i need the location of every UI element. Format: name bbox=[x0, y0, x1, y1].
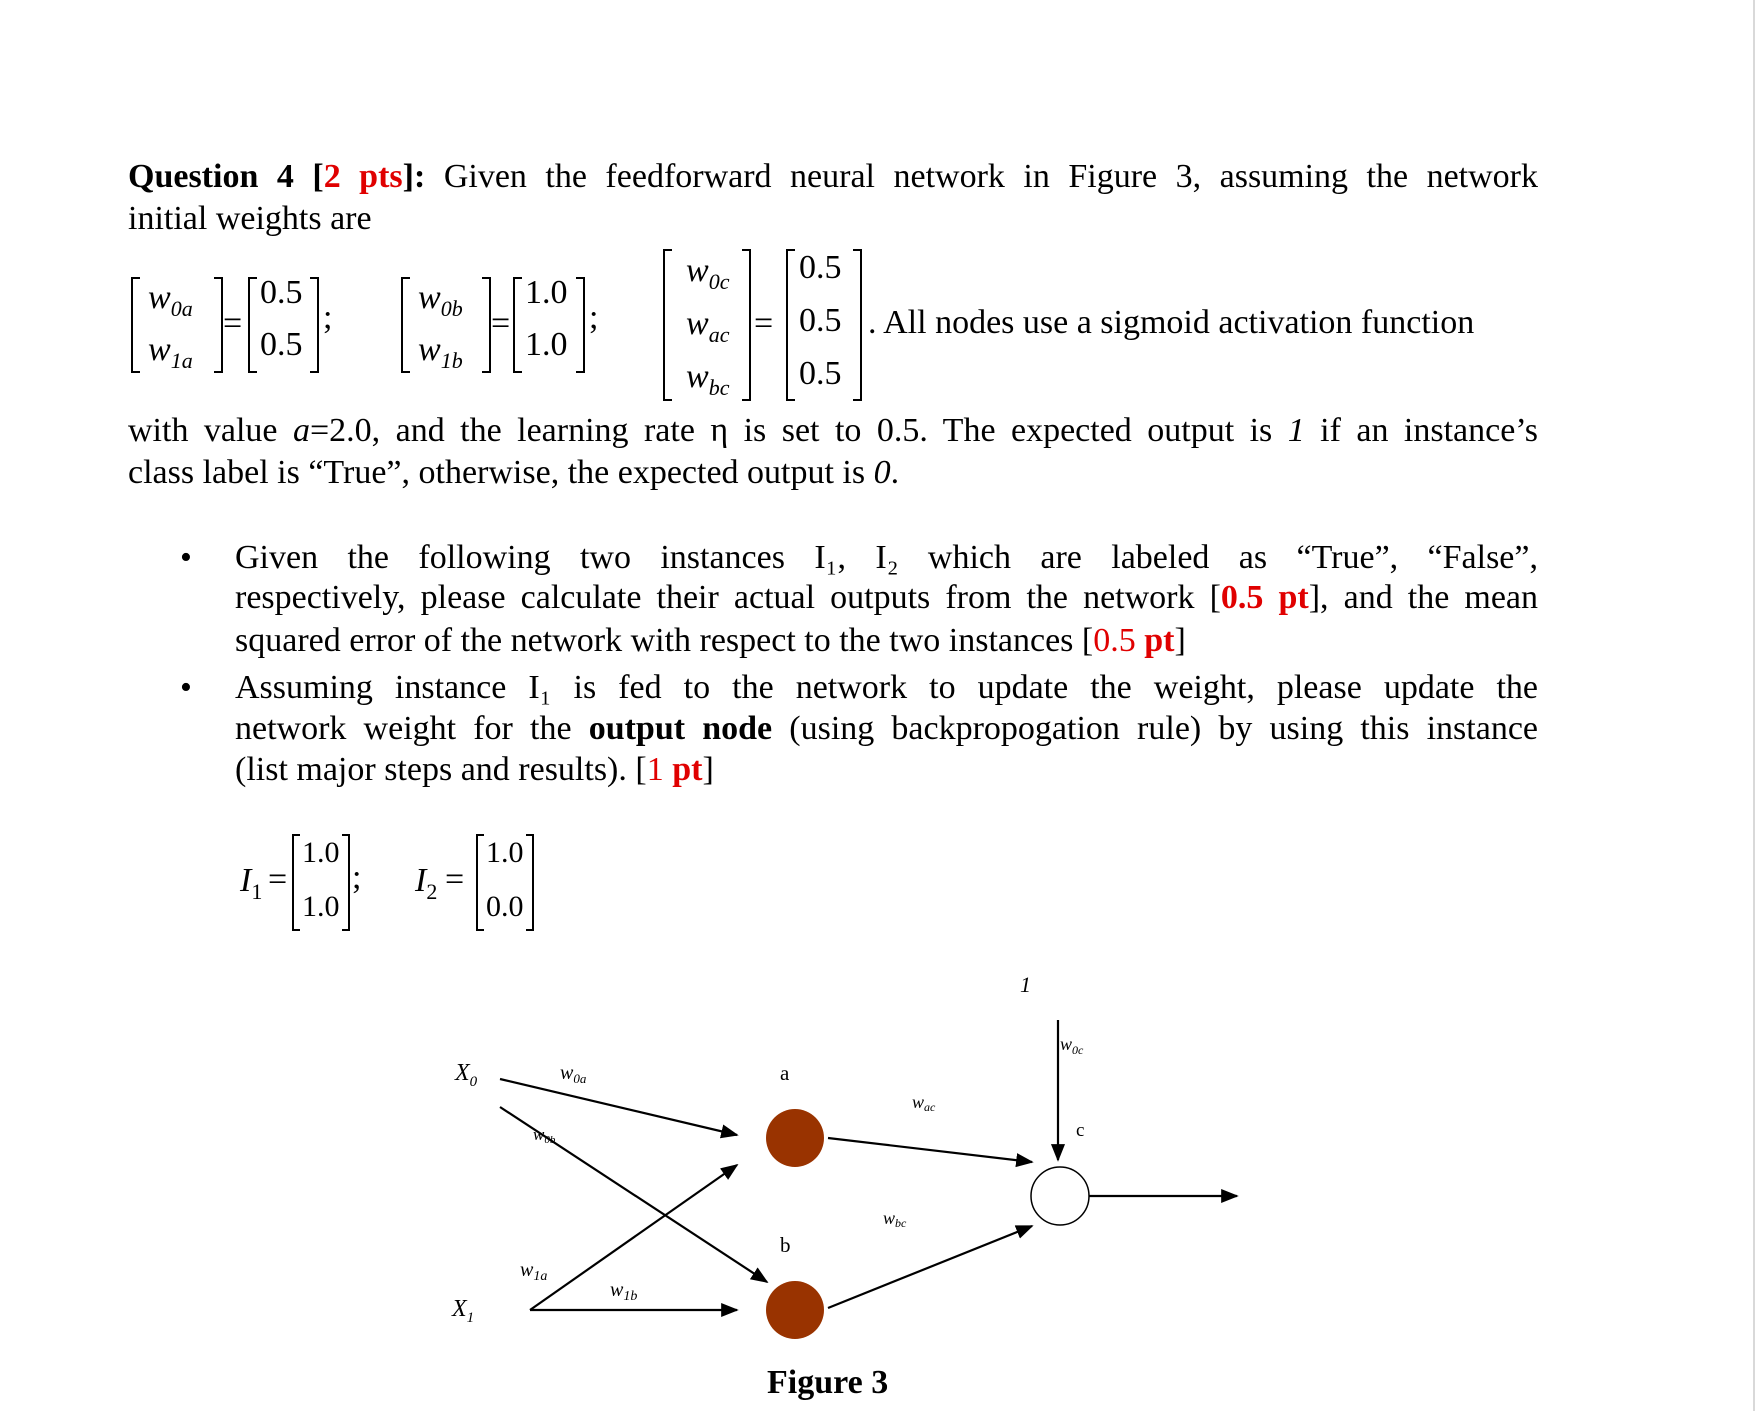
bracket bbox=[214, 278, 222, 372]
bracket bbox=[477, 835, 484, 930]
bracket bbox=[293, 835, 300, 930]
label-w0b: w0b bbox=[533, 1125, 556, 1146]
question-intro-line1: Question 4 [2 pts]: Given the feedforward neural network in Figure 3, assuming the network bbox=[128, 158, 1539, 195]
bracket bbox=[576, 278, 584, 372]
bullet-dot: • bbox=[180, 669, 192, 706]
node-b bbox=[766, 1281, 824, 1339]
bullet1-line1: Given the following two instances I₁, I₂ which are labeled as “True”, “False”, bbox=[235, 539, 1538, 576]
node-a bbox=[766, 1109, 824, 1167]
para2-line1: with value a=2.0, and the learning rate η is set to 0.5. The expected output is 1 if an instance’s bbox=[128, 412, 1538, 449]
bracket bbox=[132, 278, 140, 372]
figure-caption: Figure 3 bbox=[767, 1364, 889, 1401]
bracket bbox=[853, 250, 861, 400]
label-wac: wac bbox=[912, 1092, 936, 1114]
question-intro-text: Given the feedforward neural network in Figure 3, assuming the network bbox=[443, 158, 1539, 195]
bracket bbox=[249, 278, 257, 372]
bracket bbox=[342, 835, 349, 930]
bracket bbox=[310, 278, 318, 372]
label-w0a: $w_{0a}$ bbox=[560, 1062, 587, 1086]
bullet1-line2: respectively, please calculate their actual outputs from the network [0.5 pt], and the mean bbox=[235, 579, 1539, 616]
question-points: 2 pts bbox=[323, 158, 403, 195]
label-node-b: b bbox=[780, 1233, 791, 1257]
question-label: Question 4 bbox=[128, 158, 294, 195]
activation-text: . All nodes use a sigmoid activation function bbox=[868, 304, 1475, 341]
label-node-c: c bbox=[1076, 1120, 1085, 1141]
label-wbc: wbc bbox=[883, 1208, 907, 1230]
bracket bbox=[787, 250, 795, 400]
bracket bbox=[482, 278, 490, 372]
bullet2-line1: Assuming instance I₁ is fed to the network to update the weight, please update the bbox=[235, 669, 1538, 706]
edge-a-c bbox=[828, 1138, 1032, 1162]
label-w0c: $w_{0c}$ bbox=[1060, 1034, 1084, 1057]
bracket bbox=[402, 278, 410, 372]
bullet1-line3: squared error of the network with respect to the two instances [0.5 pt] bbox=[235, 622, 1186, 659]
bullet-dot: • bbox=[180, 539, 192, 576]
node-c bbox=[1031, 1167, 1089, 1225]
bracket bbox=[664, 250, 672, 400]
bias-label: 1 bbox=[1020, 972, 1031, 997]
bracket bbox=[514, 278, 522, 372]
para2-line2: class label is “True”, otherwise, the expected output is 0. bbox=[128, 454, 900, 491]
figure3-network bbox=[0, 960, 1755, 1411]
label-node-a: a bbox=[780, 1061, 790, 1085]
label-x0: $X_0$ bbox=[455, 1060, 478, 1090]
bracket bbox=[526, 835, 533, 930]
question-intro-line2: initial weights are bbox=[128, 200, 372, 237]
edge-b-c bbox=[828, 1226, 1032, 1308]
bullet2-line3: (list major steps and results). [1 pt] bbox=[235, 751, 714, 788]
label-x1: $X_1$ bbox=[452, 1296, 475, 1326]
bullet2-line2: network weight for the output node (using backpropogation rule) by using this instance bbox=[235, 710, 1539, 747]
label-w1a: $w_{1a}$ bbox=[520, 1259, 548, 1284]
label-w1b: $w_{1b}$ bbox=[610, 1279, 638, 1304]
bracket bbox=[742, 250, 750, 400]
